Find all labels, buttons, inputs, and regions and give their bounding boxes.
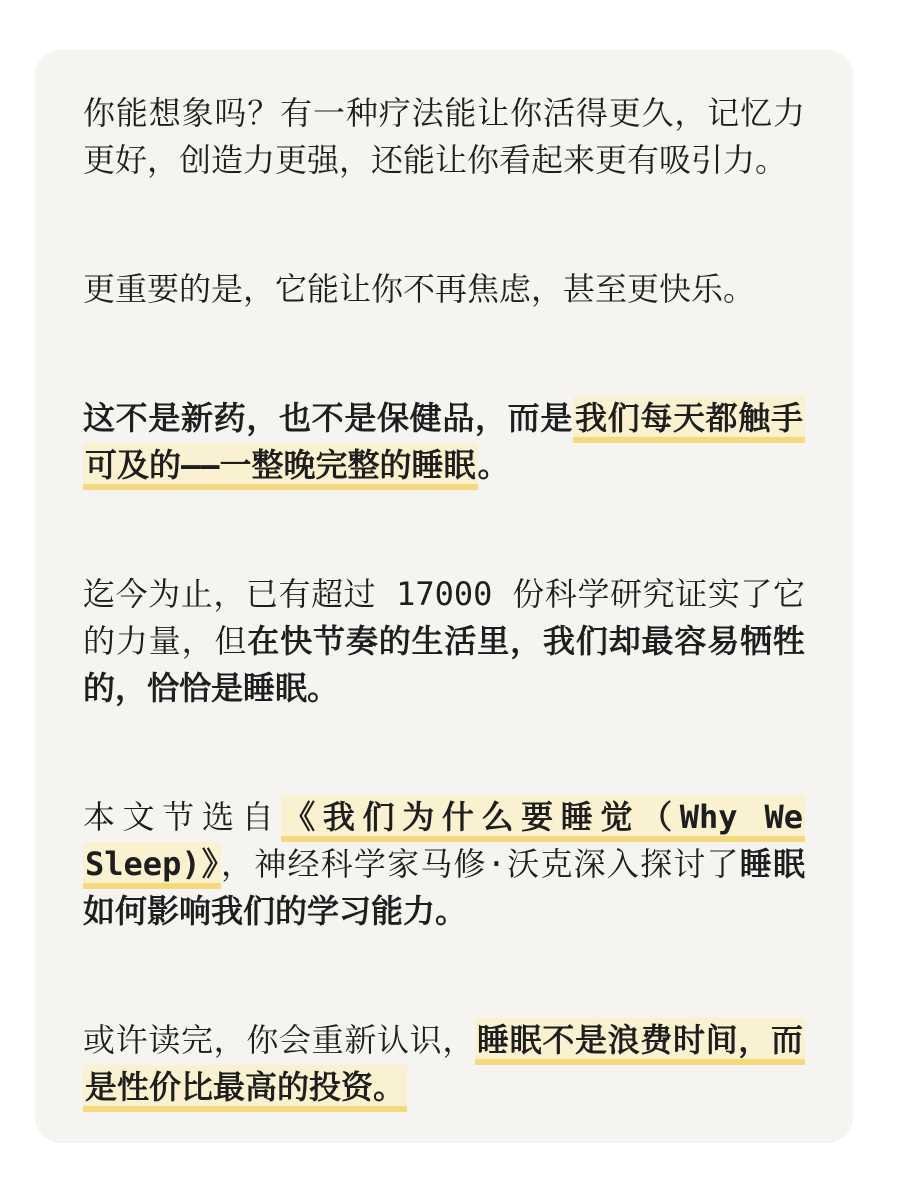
text-run: 在快节奏的生活里，我们却最容易牺牲的，恰恰是睡眠。 xyxy=(83,622,805,707)
paragraph xyxy=(83,90,805,184)
paragraph xyxy=(83,395,805,489)
text-run: 迄今为止，已有超过 17000 份科学研究证实了它的力量，但 xyxy=(83,575,805,660)
text-run: 或许读完，你会重新认识， xyxy=(83,1021,475,1059)
highlighted-text-run: 我们每天都触手可及的——一整晚完整的睡眠 xyxy=(83,396,805,490)
text-run: 本文节选自 xyxy=(83,798,282,836)
paragraph xyxy=(83,1017,805,1111)
paragraph xyxy=(83,794,805,935)
text-run: 。 xyxy=(477,446,510,484)
article-card xyxy=(35,50,853,1143)
highlighted-text-run: 《我们为什么要睡觉（Why We Sleep)》 xyxy=(83,795,805,889)
paragraph xyxy=(83,571,805,712)
text-run: ，神经科学家马修·沃克深入探讨了 xyxy=(221,845,740,883)
text-run: 你能想象吗？有一种疗法能让你活得更久，记忆力更好，创造力更强，还能让你看起来更有吸引力。 xyxy=(83,94,805,179)
text-run: 这不是新药，也不是保健品，而是 xyxy=(83,399,573,437)
text-run: 睡眠如何影响我们的学习能力。 xyxy=(83,845,805,930)
highlighted-text-run: 睡眠不是浪费时间，而是性价比最高的投资。 xyxy=(83,1018,805,1112)
article-body xyxy=(83,90,805,1111)
paragraph xyxy=(83,266,805,313)
text-run: 更重要的是，它能让你不再焦虑，甚至更快乐。 xyxy=(83,270,756,308)
